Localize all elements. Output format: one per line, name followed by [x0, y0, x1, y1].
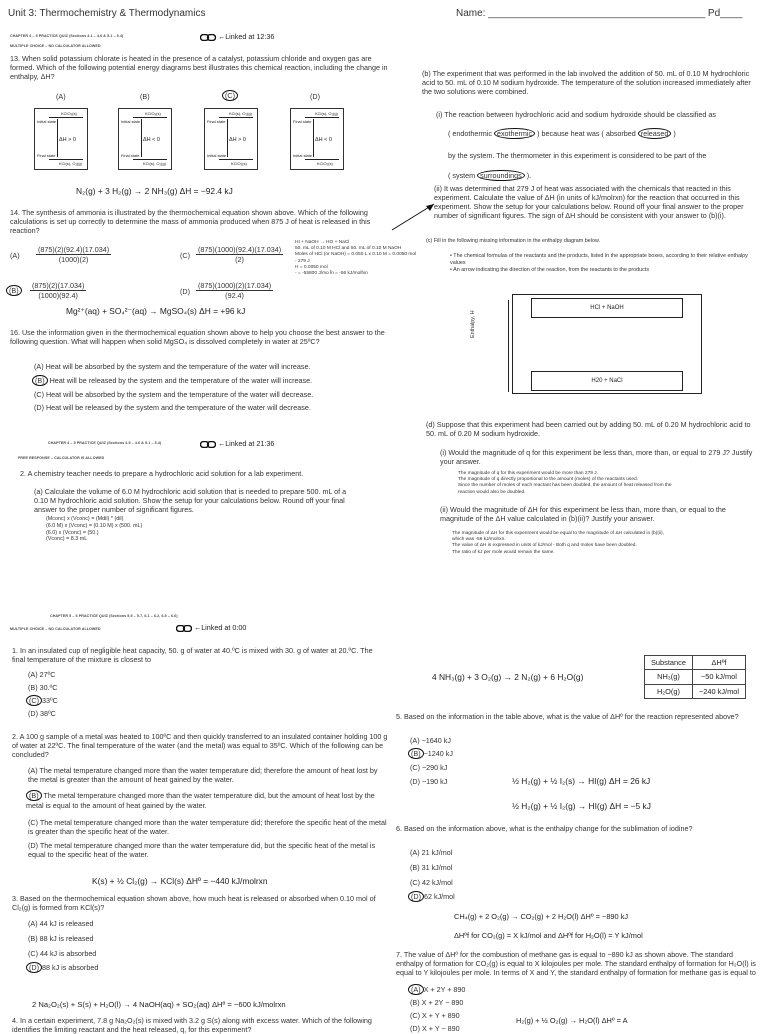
fr-2c-bullets: • The chemical formulas of the reactants and the products, listed in the appropriate boxes, according to their relative enthalpy values • An arrow indicating the direction of the reaction, from the reactants to the products: [450, 253, 748, 273]
quiz3-chapter: CHAPTER 5 – 6 PRACTICE QUIZ (Sections 5.5 – 5.7, 6.1 – 6.2, 6.5 – 6.6): [50, 614, 178, 618]
reactant-box: HCl + NaOH: [531, 298, 683, 318]
table-header: ΔHºf: [692, 656, 745, 670]
enthalpy-table: [644, 655, 746, 699]
quiz3-section: MULTIPLE CHOICE – NO CALCULATOR ALLOWED: [10, 627, 101, 631]
mc7-option-b: (B) X + 2Y − 890: [410, 998, 464, 1007]
equation-ammonia: N₂(g) + 3 H₂(g) → 2 NH₃(g) ΔH = −92.4 kJ: [76, 186, 233, 196]
quiz3-link[interactable]: [176, 623, 246, 632]
mc-question-7: 7. The value of ΔHº for the combustion of methane gas is equal to −890 kJ as shown above. The standard enthalpy of formation for CO₂(g) is equal to X kilojoules per mole. The standard enthalpy of formation for H₂O(l) is equal to Y kilojoules per mole. In terms of X and Y, the standard enthalpy of formation for methane gas is equal to: [396, 950, 756, 977]
fr-2d-ii: (ii) Would the magnitude of ΔH for this experiment be less than, more than, or equal to the magnitude of the ΔH value calculated in (b)(ii)? Justify your answer.: [440, 505, 726, 523]
mc5-option-c: (C) −290 kJ: [410, 763, 448, 772]
mc6-option-d: (D) 62 kJ/mol: [408, 891, 455, 902]
fr-2d-i: (i) Would the magnitude of q for this experiment be less than, more than, or equal to 279 J? Justify your answer.: [440, 448, 753, 466]
mc2-option-a: (A) The metal temperature changed more than the water temperature did; therefore the amount of heat lost by the metal is greater than the amount of heat gained by the water.: [28, 766, 378, 784]
mc-question-5: 5. Based on the information in the table above, what is the value of ΔHº for the reaction represented above?: [396, 712, 739, 721]
link-label: ←Linked at 0:00: [194, 623, 247, 632]
link-icon: [200, 34, 216, 41]
table-header: Substance: [645, 656, 693, 670]
equation-water-formation: H₂(g) + ½ O₂(g) → H₂O(l) ΔHº = A: [516, 1016, 628, 1025]
mc5-option-a: (A) −1640 kJ: [410, 736, 451, 745]
mc6-option-b: (B) 31 kJ/mol: [410, 863, 453, 872]
q13-diagram-d: KCl(s), O₂(g) KClO₃(s) ΔH < 0 Final state Initial state: [290, 108, 344, 170]
q13-diagram-c: KCl(s), O₂(g) KClO₃(s) ΔH > 0 Final state Initial state: [204, 108, 258, 170]
quiz1-chapter: CHAPTER 4 – 5 PRACTICE QUIZ (Sections 4.1 – 4.6 & 5.1 – 5.4): [10, 34, 124, 38]
mc-question-4: 4. In a certain experiment, 7.8 g Na₂O₂(s) is mixed with 3.2 g S(s) along with excess water. Which of the following identifies the limiting reactant and the heat released, q, for this experiment?: [12, 1016, 372, 1034]
formation-values: ΔHºf for CO₂(g) = X kJ/mol and ΔHºf for H₂O(l) = Y kJ/mol: [454, 931, 643, 940]
link-label: ←Linked at 12:36: [218, 32, 275, 41]
table-row: H₂O(g) −240 kJ/mol: [645, 684, 746, 698]
q16-option-b: (B) Heat will be released by the system and the temperature of the water will increase.: [32, 375, 312, 386]
mc6-option-c: (C) 42 kJ/mol: [410, 878, 453, 887]
fr-2b-ii-work: HI + NaOH → HO + NaCl 50. mL of 0.10 M HCl and 50. mL of 0.10 M NaOH Moles of HCl (or NaOH) = 0.050 L x 0.10 M = 0.0050 mol - 279 J H = 0.0050 mol - = -55800 J/mo l̄n = -56 kJ/molfxn: [295, 240, 417, 277]
q14-option-d: (D): [180, 287, 190, 296]
q14-option-a: (A): [10, 251, 20, 260]
unit-title: Unit 3: Thermochemistry & Thermodynamics: [8, 8, 206, 19]
mc-question-3: 3. Based on the thermochemical equation shown above, how much heat is released or absorbed when 0.10 mol of Cl₂(g) is formed from KCl(s)?: [12, 894, 376, 912]
equation-mgso4: Mg²⁺(aq) + SO₄²⁻(aq) → MgSO₄(s) ΔH = +96 kJ: [66, 306, 246, 316]
fr-2b-i-line2: by the system. The thermometer in this experiment is considered to be part of the: [448, 151, 707, 160]
question-14: 14. The synthesis of ammonia is illustrated by the thermochemical equation shown above. Which of the following calculations is set up correctly to determine the mass of ammonia produced when 875 J of heat is released in this reaction?: [10, 208, 371, 235]
enthalpy-axis-label: Enthalpy, H: [470, 310, 476, 338]
mc5-option-d: (D) −190 kJ: [410, 777, 448, 786]
arrow-annotation: [390, 198, 440, 232]
fr-2d: (d) Suppose that this experiment had been carried out by adding 50. mL of 0.20 M hydrochloric acid to 50. mL of 0.20 M sodium hydroxide.: [426, 420, 751, 438]
link-icon: [176, 625, 192, 632]
mc7-option-d: (D) X + Y − 890: [410, 1024, 460, 1033]
mc2-option-d: (D) The metal temperature changed more than the water temperature did, but the specific heat of the metal is equal to the specific heat of the water.: [28, 841, 376, 859]
mc6-option-a: (A) 21 kJ/mol: [410, 848, 453, 857]
q16-option-d: (D) Heat will be released by the system and the temperature of the water will decrease.: [34, 403, 311, 412]
fr-2b-i-choice1: ( endothermic exothermic ) because heat was ( absorbed released ): [448, 129, 676, 138]
equation-na2o2: 2 Na₂O₂(s) + S(s) + H₂O(l) → 4 NaOH(aq) + SO₂(aq) ΔHº = −600 kJ/molrxn: [32, 1000, 286, 1009]
mc3-option-a: (A) 44 kJ is released: [28, 919, 94, 928]
mc5-option-b: (B) −1240 kJ: [408, 748, 453, 759]
equation-nh3-combustion: 4 NH₃(g) + 3 O₂(g) → 2 N₂(g) + 6 H₂O(g): [432, 672, 584, 682]
mc3-option-c: (C) 44 kJ is absorbed: [28, 949, 97, 958]
q14-c-fraction: (875)(1000)(92.4)(17.034) (2): [198, 245, 282, 264]
enthalpy-axis: [508, 300, 509, 392]
enthalpy-diagram: [512, 294, 702, 394]
mc-question-1: 1. In an insulated cup of negligible heat capacity, 50. g of water at 40.ºC is mixed with 30. g of water at 20.ºC. The final temperature of the mixture is closest to: [12, 646, 373, 664]
fr-2b: (b) The experiment that was performed in the lab involved the addition of 50. mL of 0.10 M hydrochloric acid to 50. mL of 0.10 M sodium hydroxide. The temperature of the solution increased immediately after the two solutions were combined.: [422, 69, 751, 96]
fr-2c: (c) Fill in the following missing information in the enthalpy diagram below.: [426, 238, 601, 244]
q16-option-c: (C) Heat will be absorbed by the system and the temperature of the water will decrease.: [34, 390, 314, 399]
equation-methane: CH₄(g) + 2 O₂(g) → CO₂(g) + 2 H₂O(l) ΔHº = −890 kJ: [454, 912, 629, 921]
link-icon: [200, 441, 216, 448]
quiz1-section: MULTIPLE CHOICE – NO CALCULATOR ALLOWED: [10, 44, 101, 48]
link-label: ←Linked at 21:36: [218, 439, 275, 448]
name-line: Name: _______________________________________ Pd____: [456, 8, 743, 19]
q13-label-d: (D): [310, 92, 320, 101]
mc-question-2: 2. A 100 g sample of a metal was heated to 100ºC and then quickly transferred to an insulated container holding 100 g of water at 22ºC. The final temperature of the water (and the metal) was equal to 35ºC. Which of the following can be concluded?: [12, 732, 388, 759]
q13-label-b: (B): [140, 92, 150, 101]
fr-2b-ii: (ii) It was determined that 279 J of heat was associated with the chemicals that reacted in this experiment. Calculate the value of ΔH (in units of kJ/molrxn) for the reaction that occurred in this experiment. Show the setup for your calculations below. Round off your final answer to the proper number of significant figures. The sign of ΔH should be consistent with your answer to (b)(i).: [434, 184, 744, 220]
q14-option-c: (C): [180, 251, 190, 260]
table-header-row: [645, 656, 746, 670]
fr-2d-i-answer: The magnitude of q for this experiment would be more than 279 J. The magnitude of q directly proportional to the amount (moles) of the reactants used. Since the number of moles of each reactant has been doubled, the amount of heat released from the reaction would also be doubled.: [458, 471, 672, 495]
product-box: H20 + NaCl: [531, 371, 683, 391]
q13-label-c: (C): [222, 90, 238, 101]
mc2-option-b: (B) The metal temperature changed more than the water temperature did, but the amount of heat lost by the metal is equal to the amount of heat gained by the water.: [26, 791, 375, 810]
q16-option-a: (A) Heat will be absorbed by the system and the temperature of the water will increase.: [34, 362, 311, 371]
q13-diagram-a: KClO₃(s) KCl(s), O₂(g) ΔH > 0 Initial state Final state: [34, 108, 88, 170]
mc3-option-b: (B) 88 kJ is released: [28, 934, 94, 943]
quiz2-section: FREE RESPONSE – CALCULATOR IS ALLOWED: [18, 456, 105, 460]
q13-label-a: (A): [56, 92, 66, 101]
q14-a-fraction: (875)(2)(92.4)(17.034) (1000)(2): [38, 245, 110, 264]
equation-kcl: K(s) + ½ Cl₂(g) → KCl(s) ΔHº = −440 kJ/molrxn: [92, 876, 268, 886]
mc1-option-a: (A) 27ºC: [28, 670, 56, 679]
quiz2-chapter: CHAPTER 4 – 5 PRACTICE QUIZ (Sections 4.5 – 4.6 & 5.1 – 5.4): [48, 441, 162, 445]
table-row: NH₃(g) −50 kJ/mol: [645, 670, 746, 684]
question-16: 16. Use the information given in the thermochemical equation shown above to help you choose the best answer to the following question. What will happen when solid MgSO₄ is dissolved completely in water at 25ºC?: [10, 328, 385, 346]
mc2-option-c: (C) The metal temperature changed more than the water temperature did; therefore the specific heat of the metal is greater than the specific heat of the water.: [28, 818, 387, 836]
quiz1-link[interactable]: [200, 32, 274, 41]
q14-d-fraction: (875)(1000)(2)(17.034) (92.4): [198, 281, 272, 300]
fr-2d-ii-answer: The magnitude of ΔH for this experiment would be equal to the magnitude of ΔH calculated in (b)(ii), which was -56 kJ/molrxn. The value of ΔH is expressed in units of kJ/mol - Both q and moles have been doubled. The ratio of kJ per mole would remain the same.: [452, 531, 664, 555]
equation-hi-gas: ½ H₂(g) + ½ I₂(g) → HI(g) ΔH = −5 kJ: [512, 801, 651, 811]
fr-2a-work: (Mconc) x (Vconc) = (Mdil) * (dil) (6.0 M) x (Vconc) = (0.10 M) x (500. mL) (6.0) x (Vconc) = (50.) (Vconc) = 8.3 mL: [46, 516, 143, 543]
mc3-option-d: (D) 88 kJ is absorbed: [26, 962, 98, 973]
mc7-option-a: (A) X + 2Y + 890: [408, 984, 465, 995]
mc1-option-d: (D) 38ºC: [28, 709, 56, 718]
mc1-option-c: (C) 33ºC: [26, 695, 58, 706]
fr-question-2: 2. A chemistry teacher needs to prepare a hydrochloric acid solution for a lab experiment.: [20, 469, 304, 478]
q14-b-fraction: (875)(2)(17.034) (1000)(92.4): [32, 281, 85, 300]
mc1-option-b: (B) 30.ºC: [28, 683, 58, 692]
fr-2b-i: (i) The reaction between hydrochloric acid and sodium hydroxide should be classified as: [436, 110, 716, 119]
quiz2-link[interactable]: [200, 439, 274, 448]
fr-2a: (a) Calculate the volume of 6.0 M hydrochloric acid solution that is needed to prepare 500. mL of a 0.10 M hydrochloric acid solution. Show the setup for your calculations below. Round off your final answer to the proper number of significant figures.: [34, 487, 347, 514]
fr-2b-i-choice2: ( system surroundings ).: [448, 171, 532, 180]
mc7-option-c: (C) X + Y + 890: [410, 1011, 460, 1020]
equation-hi-solid: ½ H₂(g) + ½ I₂(s) → HI(g) ΔH = 26 kJ: [512, 776, 651, 786]
q14-option-b: (B): [6, 285, 22, 296]
question-13: 13. When solid potassium chlorate is heated in the presence of a catalyst, potassium chloride and oxygen gas are formed. Which of the following potential energy diagrams best illustrates this chemical reaction, including the change in enthalpy, ΔH?: [10, 54, 388, 81]
q13-diagram-b: KClO₃(s) KCl(s), O₂(g) ΔH < 0 Initial state Final state: [118, 108, 172, 170]
mc-question-6: 6. Based on the information above, what is the enthalpy change for the sublimation of iodine?: [396, 824, 693, 833]
